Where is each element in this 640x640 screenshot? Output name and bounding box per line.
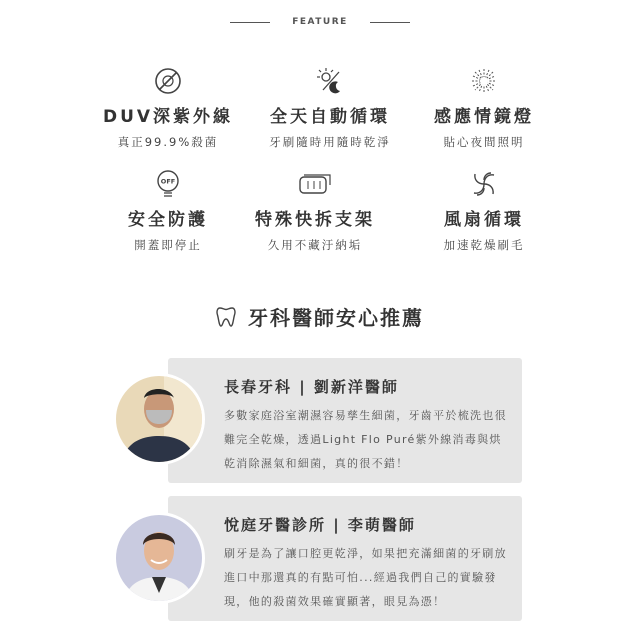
light-burst-icon — [469, 66, 499, 96]
doctor-name: 悅庭牙醫診所 | 李萌醫師 — [224, 516, 416, 534]
divider — [370, 22, 410, 23]
feature-title: 風扇循環 — [444, 210, 524, 230]
recommend-title: 牙科醫師安心推薦 — [248, 306, 424, 330]
feature-header — [0, 17, 640, 27]
feature-subtitle: 久用不藏汙納垢 — [267, 238, 363, 252]
testimonial-card — [168, 496, 522, 621]
feature-title: 全天自動循環 — [270, 107, 390, 127]
fan-icon — [469, 169, 499, 199]
sun-moon-icon — [315, 66, 345, 96]
uv-bacteria-icon — [153, 66, 183, 96]
doctor-name: 長春牙科 | 劉新洋醫師 — [224, 378, 399, 396]
recommend-heading — [0, 302, 640, 331]
holder-icon — [296, 169, 334, 199]
feature-holder — [225, 169, 405, 253]
feature-title: FEATURE — [292, 17, 348, 27]
doctor-avatar — [113, 373, 205, 465]
feature-mirror-light — [394, 66, 574, 150]
feature-subtitle: 貼心夜間照明 — [443, 135, 525, 149]
off-bulb-icon — [153, 169, 183, 199]
feature-title: 特殊快拆支架 — [255, 210, 375, 230]
svg-text:OFF: OFF — [160, 177, 176, 186]
feature-subtitle: 牙刷隨時用隨時乾淨 — [269, 135, 391, 149]
doctor-avatar — [113, 512, 205, 604]
feature-title: 安全防護 — [128, 210, 208, 230]
feature-title: 感應情鏡燈 — [434, 107, 534, 127]
feature-subtitle: 開蓋即停止 — [134, 238, 202, 252]
divider — [230, 22, 270, 23]
testimonial-card — [168, 358, 522, 483]
feature-auto-cycle — [240, 66, 420, 150]
feature-subtitle: 加速乾燥刷毛 — [443, 238, 525, 252]
feature-subtitle: 真正99.9%殺菌 — [117, 135, 219, 149]
feature-fan — [394, 169, 574, 253]
feature-duv — [78, 66, 258, 150]
feature-title: DUV深紫外線 — [102, 107, 234, 127]
testimonial-text: 多數家庭浴室潮濕容易孳生細菌，牙齒平於梳洗也很難完全乾燥，透過Light Flo Puré紫外線消毒與烘乾消除濕氣和細菌，真的很不錯！ — [224, 409, 507, 470]
testimonial-text: 刷牙是為了讓口腔更乾淨，如果把充滿細菌的牙刷放進口中那還真的有點可怕...經過我們自己的實驗發現，他的殺菌效果確實顯著，眼見為憑！ — [224, 547, 507, 608]
tooth-icon — [216, 306, 236, 328]
